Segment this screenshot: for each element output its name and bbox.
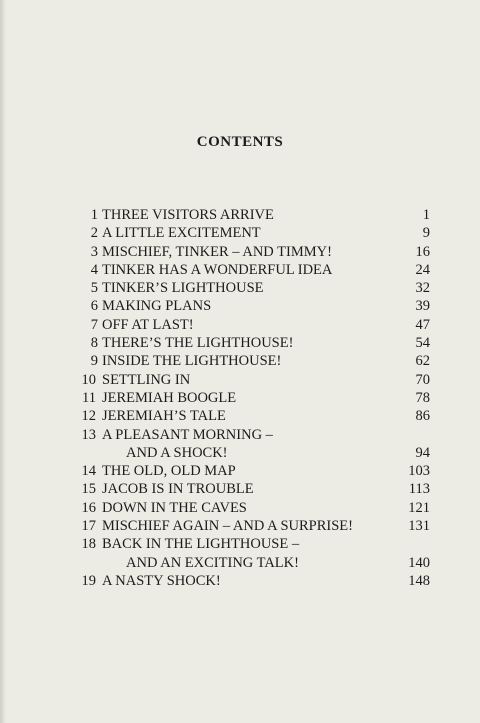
chapter-number: 3 xyxy=(90,243,98,260)
toc-entry-6 xyxy=(82,297,430,315)
toc-entry-11 xyxy=(82,389,430,407)
chapter-number: 18 xyxy=(81,536,96,553)
page-number: 24 xyxy=(415,261,430,278)
page-number: 16 xyxy=(415,243,430,260)
toc-entry-10 xyxy=(82,371,430,389)
toc-entry-18 xyxy=(82,535,430,572)
page-number: 140 xyxy=(408,554,430,571)
toc-entry-19 xyxy=(82,572,430,590)
page-number: 32 xyxy=(415,280,430,297)
chapter-number: 15 xyxy=(81,481,96,498)
chapter-title: INSIDE THE LIGHTHOUSE! xyxy=(102,353,282,370)
chapter-number: 8 xyxy=(90,335,98,352)
chapter-title: A NASTY SHOCK! xyxy=(102,572,221,589)
toc-entry-2 xyxy=(82,224,430,242)
chapter-number: 7 xyxy=(90,316,98,333)
page-number: 121 xyxy=(408,499,430,516)
toc-entry-12 xyxy=(82,407,430,425)
toc-entry-17 xyxy=(82,517,430,535)
chapter-title: THREE VISITORS ARRIVE xyxy=(102,207,274,223)
page-number: 94 xyxy=(415,444,430,461)
chapter-title: MISCHIEF AGAIN – AND A SURPRISE! xyxy=(102,518,353,535)
toc-entry-14 xyxy=(82,462,430,480)
toc-entry-13 xyxy=(82,426,430,463)
toc-entry-3 xyxy=(82,243,430,261)
chapter-number: 12 xyxy=(81,408,96,425)
chapter-number: 19 xyxy=(81,572,96,589)
chapter-title: OFF AT LAST! xyxy=(102,316,194,333)
toc-entry-7 xyxy=(82,316,430,334)
chapter-number: 17 xyxy=(81,518,96,535)
chapter-number: 2 xyxy=(90,225,98,242)
chapter-number: 1 xyxy=(90,207,98,223)
page-number: 62 xyxy=(415,353,430,370)
chapter-title: SETTLING IN xyxy=(102,371,191,388)
chapter-title: THERE’S THE LIGHTHOUSE! xyxy=(102,335,294,352)
chapter-title: DOWN IN THE CAVES xyxy=(102,499,247,516)
chapter-number: 13 xyxy=(81,426,96,443)
chapter-title: JEREMIAH’S TALE xyxy=(102,408,226,425)
page-number: 86 xyxy=(415,408,430,425)
chapter-title: TINKER HAS A WONDERFUL IDEA xyxy=(102,261,333,278)
chapter-number: 5 xyxy=(90,280,98,297)
chapter-title-continued: AND AN EXCITING TALK! xyxy=(126,554,299,571)
toc-entry-1 xyxy=(82,206,430,224)
page-number: 78 xyxy=(415,389,430,406)
chapter-title: JEREMIAH BOOGLE xyxy=(102,389,237,406)
page-number: 47 xyxy=(415,316,430,333)
page-number: 9 xyxy=(422,225,430,242)
toc-entry-9 xyxy=(82,352,430,370)
page-number: 1 xyxy=(422,207,430,223)
page-number: 148 xyxy=(408,572,430,589)
chapter-number: 14 xyxy=(81,463,96,480)
chapter-title: BACK IN THE LIGHTHOUSE – AND AN EXCITING TALK! xyxy=(102,536,300,571)
page-number: 131 xyxy=(408,518,430,535)
chapter-title: JACOB IS IN TROUBLE xyxy=(102,481,254,498)
page-number: 70 xyxy=(415,371,430,388)
chapter-number: 10 xyxy=(81,371,96,388)
chapter-title: A PLEASANT MORNING – AND A SHOCK! xyxy=(102,426,273,461)
chapter-number: 11 xyxy=(82,389,96,406)
chapter-title-continued: AND A SHOCK! xyxy=(126,444,228,461)
chapter-number: 4 xyxy=(90,261,98,278)
chapter-number: 16 xyxy=(81,499,96,516)
toc-entry-16 xyxy=(82,499,430,517)
chapter-title: THE OLD, OLD MAP xyxy=(102,463,236,480)
chapter-number: 6 xyxy=(90,298,98,315)
page-number: 103 xyxy=(408,463,430,480)
page-number: 39 xyxy=(415,298,430,315)
toc-entry-4 xyxy=(82,261,430,279)
toc-entry-5 xyxy=(82,279,430,297)
contents-heading: CONTENTS xyxy=(196,134,284,150)
chapter-title: MAKING PLANS xyxy=(102,298,212,315)
page-number: 54 xyxy=(415,335,430,352)
page-spine-edge xyxy=(0,0,6,723)
toc-entry-15 xyxy=(82,480,430,498)
toc-entry-8 xyxy=(82,334,430,352)
page-number: 113 xyxy=(408,481,430,498)
chapter-title: A LITTLE EXCITEMENT xyxy=(102,225,261,242)
table-of-contents xyxy=(82,206,430,590)
chapter-title: TINKER’S LIGHTHOUSE xyxy=(102,280,264,297)
chapter-number: 9 xyxy=(90,353,98,370)
chapter-title: MISCHIEF, TINKER – AND TIMMY! xyxy=(102,243,332,260)
